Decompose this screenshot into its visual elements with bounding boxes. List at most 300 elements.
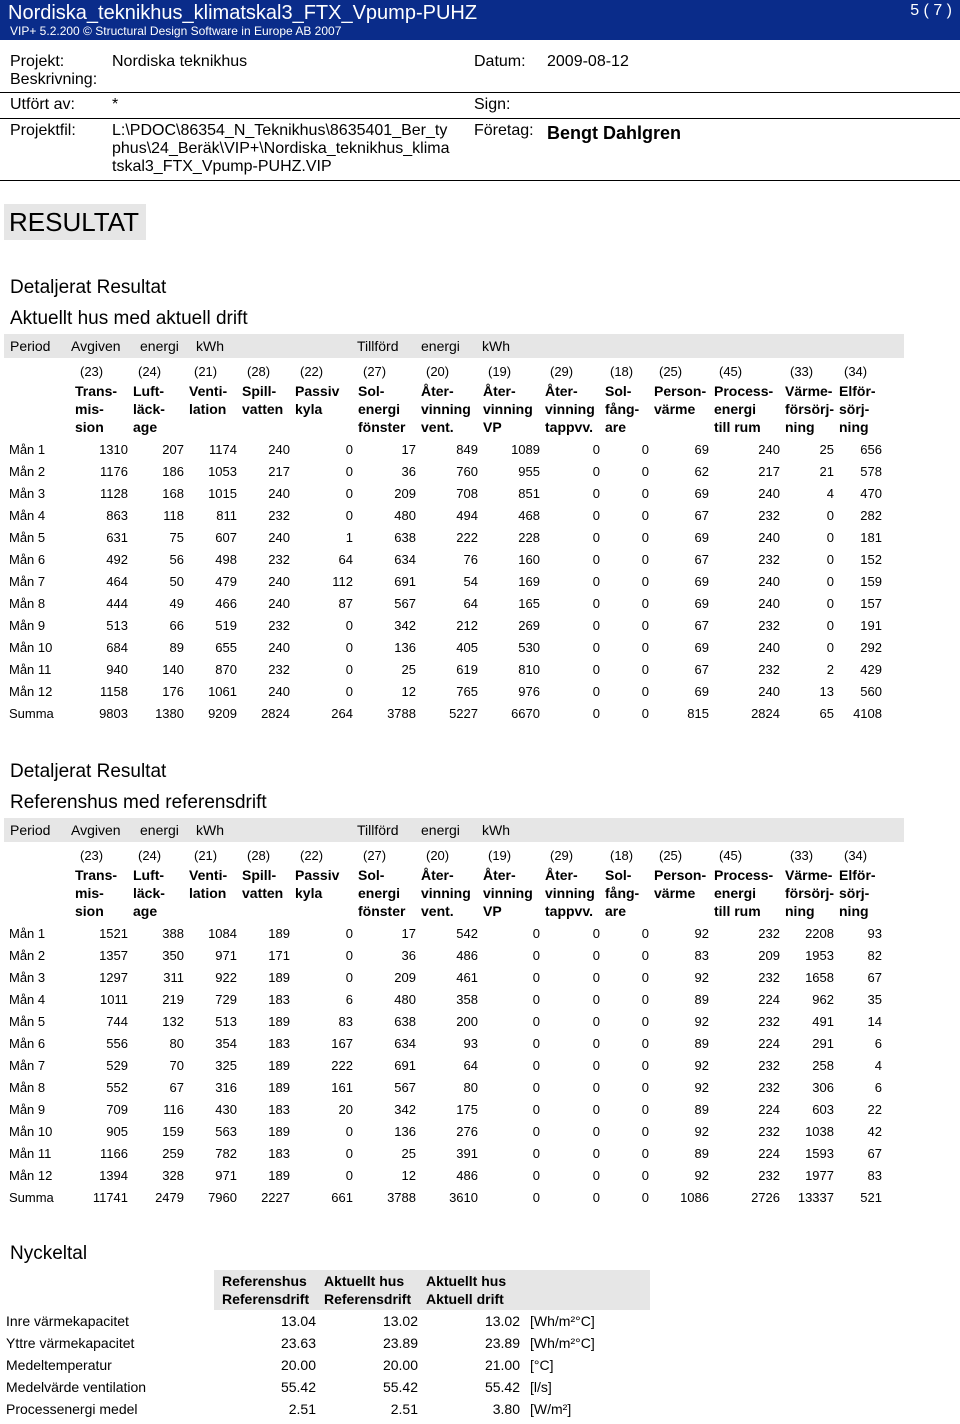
table-cell: 189 (268, 1013, 290, 1029)
column-header: Sol- energi fönster (358, 867, 406, 919)
table-cell: 513 (106, 617, 128, 633)
table-cell: 0 (641, 1035, 649, 1051)
table-cell: 291 (812, 1035, 834, 1051)
table-cell: 232 (268, 617, 290, 633)
table-row (6, 548, 882, 570)
table-cell: 80 (169, 1035, 184, 1051)
nyckeltal-column-header: Referenshus Referensdrift (214, 1270, 316, 1310)
table-cell: 240 (758, 683, 780, 699)
section-2-title: Detaljerat Resultat (10, 761, 167, 782)
table-cell: 240 (268, 485, 290, 501)
table-cell: 1394 (99, 1167, 128, 1183)
table-cell: 1297 (99, 969, 128, 985)
table-cell: 87 (338, 595, 353, 611)
table-cell: 391 (456, 1145, 478, 1161)
table-cell: 0 (592, 661, 600, 677)
table-row (6, 438, 882, 460)
table-cell: 464 (106, 573, 128, 589)
table-cell: 21 (819, 463, 834, 479)
table-cell: 684 (106, 639, 128, 655)
table-cell: 66 (169, 617, 184, 633)
table-cell: 0 (532, 1035, 540, 1051)
table-cell: 209 (758, 947, 780, 963)
table-cell: 0 (641, 595, 649, 611)
table-cell: 240 (758, 529, 780, 545)
table-cell: 183 (268, 991, 290, 1007)
column-header: Trans- mis- sion (75, 383, 118, 435)
table-cell: 765 (456, 683, 478, 699)
table-cell: 0 (345, 639, 353, 655)
table-cell: 69 (694, 683, 709, 699)
table-cell: 0 (641, 1013, 649, 1029)
table-cell: 0 (641, 617, 649, 633)
datum-label: Datum: (474, 53, 526, 70)
table-cell: 136 (394, 1123, 416, 1139)
table-cell: 240 (758, 639, 780, 655)
table-cell: 240 (758, 485, 780, 501)
table-cell: 0 (592, 595, 600, 611)
column-code: (18) (610, 847, 634, 863)
table-cell: 0 (345, 683, 353, 699)
table-cell: 1380 (155, 705, 184, 721)
nyckeltal-value: 23.89 (484, 1335, 520, 1351)
table-cell: 2824 (751, 705, 780, 721)
table-cell: 2227 (261, 1189, 290, 1205)
table-cell: 69 (694, 485, 709, 501)
table-row (6, 966, 882, 988)
table-cell: 282 (860, 507, 882, 523)
column-code: (24) (138, 363, 162, 379)
table-cell: 83 (867, 1167, 882, 1183)
nyckeltal-unit: [°C] (530, 1357, 554, 1373)
table-cell: 89 (694, 1145, 709, 1161)
table-cell: 2479 (155, 1189, 184, 1205)
table-cell: 67 (694, 617, 709, 633)
table-cell: 905 (106, 1123, 128, 1139)
column-code: (25) (659, 847, 683, 863)
table-cell: 0 (592, 551, 600, 567)
table-cell: 4 (874, 1057, 882, 1073)
column-code: (25) (659, 363, 683, 379)
blank-cell (6, 1270, 214, 1310)
column-code: (28) (247, 847, 271, 863)
table-cell: 65 (819, 705, 834, 721)
table-cell: 217 (758, 463, 780, 479)
column-header-row (6, 866, 882, 922)
table-cell: 14 (867, 1013, 882, 1029)
table-cell: 552 (106, 1079, 128, 1095)
table-cell: 461 (456, 969, 478, 985)
row-label: Mån 3 (9, 969, 46, 985)
blank-cell (6, 844, 70, 866)
table-row (6, 1142, 882, 1164)
table-cell: 940 (106, 661, 128, 677)
table-cell: 0 (592, 1035, 600, 1051)
table-cell: 224 (758, 1035, 780, 1051)
table-cell: 1593 (805, 1145, 834, 1161)
table-cell: 25 (819, 441, 834, 457)
table-cell: 160 (518, 551, 540, 567)
table-cell: 0 (592, 1079, 600, 1095)
table-cell: 240 (268, 573, 290, 589)
table-cell: 20 (338, 1101, 353, 1117)
row-label: Mån 6 (9, 1035, 46, 1051)
table-cell: 92 (694, 1167, 709, 1183)
column-header: Person- värme (654, 867, 707, 901)
table-cell: 851 (518, 485, 540, 501)
table-cell: 0 (532, 1123, 540, 1139)
bar-tillford: Tillförd (357, 338, 399, 354)
table-cell: 240 (758, 595, 780, 611)
table-cell: 0 (826, 573, 834, 589)
nyckeltal-value: 55.42 (280, 1379, 316, 1395)
row-label: Summa (9, 705, 54, 721)
bar-kwh: kWh (482, 338, 510, 354)
table-cell: 13337 (797, 1189, 834, 1205)
table-row (6, 1032, 882, 1054)
table-cell: 276 (456, 1123, 478, 1139)
table-cell: 89 (694, 1101, 709, 1117)
table-cell: 0 (532, 991, 540, 1007)
blank-cell (6, 360, 70, 382)
table-cell: 140 (162, 661, 184, 677)
column-header: Sol- energi fönster (358, 383, 406, 435)
table-cell: 0 (641, 1057, 649, 1073)
table-cell: 0 (345, 661, 353, 677)
table-cell: 3788 (387, 705, 416, 721)
table-cell: 183 (268, 1145, 290, 1161)
table-cell: 189 (268, 925, 290, 941)
column-code: (34) (844, 847, 868, 863)
table-cell: 6 (345, 991, 353, 1007)
table-cell: 0 (641, 1101, 649, 1117)
table-cell: 560 (860, 683, 882, 699)
foretag-value: Bengt Dahlgren (547, 123, 682, 143)
table-cell: 0 (592, 1145, 600, 1161)
table-cell: 0 (641, 705, 649, 721)
row-label: Mån 11 (9, 1145, 52, 1161)
table-cell: 638 (394, 529, 416, 545)
table-cell: 2 (826, 661, 834, 677)
table-cell: 82 (867, 947, 882, 963)
table-cell: 25 (401, 1145, 416, 1161)
row-label: Mån 3 (9, 485, 46, 501)
row-label: Mån 12 (9, 1167, 53, 1183)
column-header: Spill- vatten (242, 867, 284, 901)
table-cell: 0 (592, 617, 600, 633)
table-cell: 159 (162, 1123, 184, 1139)
nyckeltal-value: 2.51 (288, 1401, 316, 1417)
nyckeltal-label: Medelvärde ventilation (6, 1379, 147, 1395)
table-cell: 92 (694, 1079, 709, 1095)
row-label: Mån 4 (9, 991, 46, 1007)
blank-cell (6, 382, 70, 438)
table-cell: 0 (592, 1013, 600, 1029)
nyckeltal-row (6, 1398, 650, 1420)
table-cell: 183 (268, 1101, 290, 1117)
table-cell: 5227 (449, 705, 478, 721)
table-cell: 0 (641, 507, 649, 523)
table-cell: 498 (215, 551, 237, 567)
nyckeltal-column-header: Aktuellt hus Referensdrift (316, 1270, 418, 1310)
table-cell: 1086 (680, 1189, 709, 1205)
table-cell: 67 (694, 507, 709, 523)
table-cell: 189 (268, 969, 290, 985)
table-cell: 152 (860, 551, 882, 567)
row-label: Mån 1 (9, 441, 46, 457)
table-cell: 69 (694, 529, 709, 545)
table-cell: 3610 (449, 1189, 478, 1205)
table-cell: 240 (268, 683, 290, 699)
table-cell: 655 (215, 639, 237, 655)
table-cell: 0 (345, 463, 353, 479)
table-row (6, 702, 882, 724)
table-cell: 466 (215, 595, 237, 611)
table-row (6, 592, 882, 614)
table-row (6, 526, 882, 548)
nyckeltal-label: Yttre värmekapacitet (6, 1335, 135, 1351)
table-cell: 311 (163, 969, 184, 985)
row-label: Mån 8 (9, 1079, 46, 1095)
table-cell: 93 (867, 925, 882, 941)
table-cell: 264 (331, 705, 353, 721)
table-cell: 64 (338, 551, 353, 567)
foretag-label: Företag: (474, 122, 534, 139)
table-cell: 212 (456, 617, 478, 633)
nyckeltal-unit: [Wh/m²°C] (530, 1335, 595, 1351)
table-cell: 530 (518, 639, 540, 655)
table-cell: 7960 (208, 1189, 237, 1205)
table-cell: 176 (162, 683, 184, 699)
nyckeltal-row (6, 1310, 650, 1332)
table-row (6, 1076, 882, 1098)
table-cell: 0 (592, 1167, 600, 1183)
table-cell: 92 (694, 925, 709, 941)
table-cell: 6 (874, 1035, 882, 1051)
table-row (6, 460, 882, 482)
table-row (6, 636, 882, 658)
table-cell: 222 (331, 1057, 353, 1073)
row-label: Mån 5 (9, 529, 46, 545)
table-cell: 232 (268, 507, 290, 523)
bar-energi: energi (421, 338, 460, 354)
nyckeltal-value: 20.00 (382, 1357, 418, 1373)
table-cell: 224 (758, 991, 780, 1007)
table-cell: 0 (532, 947, 540, 963)
row-label: Mån 4 (9, 507, 46, 523)
table-cell: 486 (456, 1167, 478, 1183)
table-cell: 232 (758, 1057, 780, 1073)
bar-energi: energi (140, 338, 179, 354)
table-cell: 1038 (805, 1123, 834, 1139)
table-cell: 232 (268, 551, 290, 567)
table-cell: 240 (268, 639, 290, 655)
column-header: Åter- vinning vent. (421, 383, 471, 435)
table-cell: 0 (345, 925, 353, 941)
table-cell: 240 (268, 595, 290, 611)
table-cell: 563 (215, 1123, 237, 1139)
table-cell: 556 (106, 1035, 128, 1051)
table-cell: 0 (592, 947, 600, 963)
table-cell: 92 (694, 1013, 709, 1029)
table-cell: 207 (162, 441, 184, 457)
table-cell: 1176 (100, 463, 128, 479)
column-code: (27) (363, 363, 387, 379)
table-cell: 815 (687, 705, 709, 721)
table-cell: 0 (592, 705, 600, 721)
table-cell: 0 (345, 969, 353, 985)
projektfil-line-2: phus\24_Beräk\VIP+\Nordiska_teknikhus_klima (112, 140, 450, 157)
table-cell: 0 (592, 529, 600, 545)
table-cell: 258 (812, 1057, 834, 1073)
column-code: (23) (80, 847, 104, 863)
table-cell: 1053 (208, 463, 237, 479)
table-cell: 0 (345, 441, 353, 457)
table-cell: 75 (169, 529, 184, 545)
row-label: Mån 8 (9, 595, 46, 611)
table-cell: 0 (532, 1189, 540, 1205)
table-cell: 224 (758, 1145, 780, 1161)
table-cell: 0 (641, 1079, 649, 1095)
table-row (6, 1098, 882, 1120)
table-cell: 42 (867, 1123, 882, 1139)
table-cell: 468 (518, 507, 540, 523)
table-cell: 1174 (209, 441, 237, 457)
table-cell: 67 (694, 661, 709, 677)
table-cell: 67 (867, 969, 882, 985)
table-cell: 1061 (208, 683, 237, 699)
table-cell: 603 (812, 1101, 834, 1117)
table-cell: 328 (162, 1167, 184, 1183)
table-cell: 0 (532, 1057, 540, 1073)
table-row (6, 944, 882, 966)
table-cell: 634 (394, 551, 416, 567)
nyckeltal-header-row (6, 1270, 650, 1310)
table-cell: 93 (463, 1035, 478, 1051)
table-cell: 1658 (805, 969, 834, 985)
table-cell: 240 (268, 441, 290, 457)
table-cell: 80 (463, 1079, 478, 1095)
beskrivning-label: Beskrivning: (10, 71, 98, 88)
table-row (6, 658, 882, 680)
table-cell: 578 (860, 463, 882, 479)
nyckeltal-table (6, 1270, 650, 1420)
nyckeltal-label: Medeltemperatur (6, 1357, 112, 1373)
table-row (6, 570, 882, 592)
table-cell: 159 (860, 573, 882, 589)
table-cell: 729 (215, 991, 237, 1007)
table-cell: 0 (345, 1167, 353, 1183)
table-cell: 232 (268, 661, 290, 677)
table-cell: 259 (162, 1145, 184, 1161)
table-cell: 6670 (511, 705, 540, 721)
column-header: Passiv kyla (295, 383, 340, 417)
table-cell: 479 (215, 573, 237, 589)
table-cell: 186 (162, 463, 184, 479)
row-label: Mån 10 (9, 1123, 53, 1139)
column-code: (27) (363, 847, 387, 863)
version-line: VIP+ 5.2.200 © Structural Design Software in Europe AB 2007 (10, 24, 342, 38)
table-cell: 306 (812, 1079, 834, 1095)
code-row (6, 360, 882, 382)
divider (0, 92, 960, 93)
nyckeltal-column-header: Aktuellt hus Aktuell drift (418, 1270, 520, 1310)
table-cell: 181 (860, 529, 882, 545)
table-cell: 656 (860, 441, 882, 457)
table-cell: 9803 (99, 705, 128, 721)
table-row (6, 1010, 882, 1032)
divider (0, 118, 960, 119)
table-cell: 232 (758, 969, 780, 985)
table-cell: 521 (860, 1189, 882, 1205)
column-header: Åter- vinning VP (483, 383, 533, 435)
column-code: (29) (550, 363, 574, 379)
projektfil-line-3: tskal3_FTX_Vpump-PUHZ.VIP (112, 158, 332, 175)
table-cell: 0 (641, 551, 649, 567)
table-row (6, 922, 882, 944)
table-cell: 480 (394, 991, 416, 1007)
table-cell: 0 (641, 947, 649, 963)
resultat-heading: RESULTAT (4, 204, 146, 240)
nyckeltal-row (6, 1332, 650, 1354)
column-code: (24) (138, 847, 162, 863)
table-cell: 167 (331, 1035, 353, 1051)
table-cell: 12 (401, 1167, 416, 1183)
table-cell: 83 (694, 947, 709, 963)
table-cell: 342 (394, 1101, 416, 1117)
result-table-referens (6, 844, 882, 1208)
table-cell: 760 (456, 463, 478, 479)
table-cell: 0 (641, 1123, 649, 1139)
table-cell: 1953 (805, 947, 834, 963)
code-row (6, 844, 882, 866)
table-cell: 0 (826, 551, 834, 567)
table-cell: 11741 (92, 1189, 128, 1205)
table-cell: 0 (641, 1189, 649, 1205)
column-code: (19) (488, 847, 512, 863)
result-table-aktuellt (6, 360, 882, 724)
table-cell: 36 (401, 463, 416, 479)
table-cell: 9209 (208, 705, 237, 721)
table-cell: 405 (456, 639, 478, 655)
table-cell: 136 (394, 639, 416, 655)
column-header: Åter- vinning vent. (421, 867, 471, 919)
table-cell: 112 (332, 573, 353, 589)
table-row (6, 504, 882, 526)
bar-period: Period (10, 338, 51, 354)
table-cell: 67 (694, 551, 709, 567)
table-cell: 232 (758, 661, 780, 677)
table-cell: 0 (641, 925, 649, 941)
nyckeltal-value: 21.00 (484, 1357, 520, 1373)
table-cell: 22 (867, 1101, 882, 1117)
table-cell: 0 (826, 595, 834, 611)
nyckeltal-value: 20.00 (280, 1357, 316, 1373)
column-code: (45) (719, 363, 743, 379)
column-group-bar (4, 334, 904, 358)
bar-kwh: kWh (196, 822, 224, 838)
table-cell: 631 (106, 529, 128, 545)
table-cell: 0 (641, 661, 649, 677)
table-cell: 189 (268, 1167, 290, 1183)
table-cell: 691 (394, 1057, 416, 1073)
table-cell: 0 (592, 991, 600, 1007)
table-cell: 0 (345, 507, 353, 523)
table-cell: 168 (162, 485, 184, 501)
row-label: Mån 7 (9, 573, 46, 589)
column-code: (20) (426, 363, 450, 379)
row-label: Mån 12 (9, 683, 53, 699)
